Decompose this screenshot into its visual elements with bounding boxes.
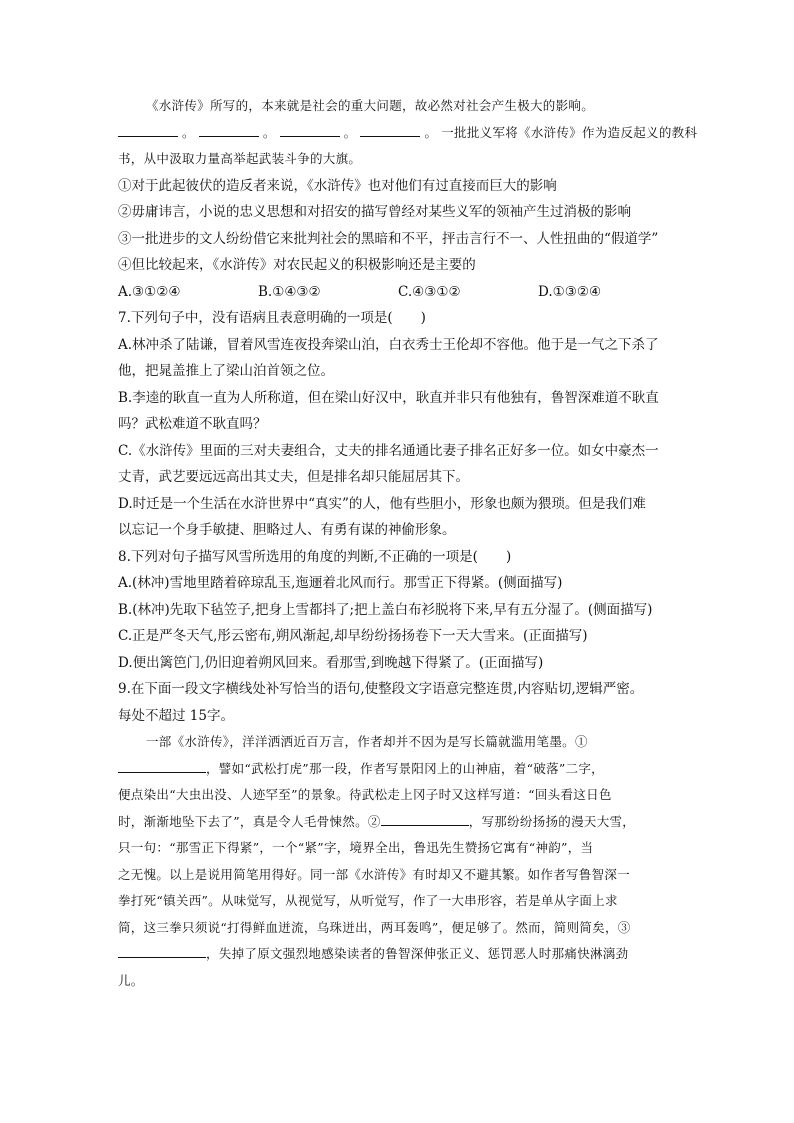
- q9-passage-line: [118, 941, 678, 968]
- q7-option-b-line1[interactable]: B.李逵的耿直一直为人所称道，但在梁山好汉中，耿直并非只有他独有，鲁智深难道不耿直: [118, 389, 659, 406]
- q6-option-c[interactable]: C.④③①②: [398, 283, 461, 300]
- q9-stem-line1: 9.在下面一段文字横线处补写恰当的语句,使整段文字语意完整连贯,内容贴切,逻辑严密。: [118, 681, 644, 697]
- q8-option-c[interactable]: C.正是严冬天气,彤云密布,朔风渐起,却早纷纷扬扬卷下一天大雪来。(正面描写): [118, 628, 588, 644]
- q6-item: ①对于此起彼伏的造反者来说，《水浒传》也对他们有过直接而巨大的影响: [118, 177, 557, 194]
- q8-option-b[interactable]: B.(林冲)先取下毡笠子,把身上雪都抖了;把上盖白布衫脱将下来,早有五分湿了。(侧面描写): [118, 601, 653, 618]
- q6-option-b[interactable]: B.①④③②: [258, 283, 321, 300]
- answer-blank[interactable]: [199, 122, 259, 137]
- q7-option-b-line2: 吗？武松难道不耿直吗？: [118, 416, 267, 432]
- q9-passage-line: 儿。: [118, 972, 144, 988]
- q6-item: ③一批进步的文人纷纷借它来批判社会的黑暗和不平，抨击言行不一、人性扭曲的“假道学”: [118, 230, 659, 247]
- q9-passage-text: ，譬如“武松打虎”那一段，作者写景阳冈上的山神庙，着“破落”二字，: [206, 760, 604, 776]
- q6-option-d[interactable]: D.①③②④: [538, 283, 602, 300]
- q9-passage-line: 简，这三拳只须说“打得鲜血迸流，乌珠迸出，两耳轰鸣”，便足够了。然而，简则简矣，③: [118, 919, 631, 935]
- q6-options: [118, 279, 678, 306]
- q9-passage-text: 时，渐渐地坠下去了”，真是令人毛骨悚然。②: [118, 813, 381, 829]
- q7-option-c-line2: 丈青，武艺要远远高出其丈夫，但是排名却只能屈居其下。: [118, 469, 469, 485]
- q9-stem-line2: 每处不超过 15字。: [118, 707, 234, 724]
- q7-option-c-line1[interactable]: C.《水浒传》里面的三对夫妻组合，丈夫的排名通通比妻子排名正好多一位。如女中豪杰一: [118, 442, 659, 459]
- q9-passage-line: [118, 756, 678, 783]
- q9-passage-line: 便点染出“大虫出没、人迹罕至”的景象。待武松走上冈子时又这样写道：“回头看这日色: [118, 787, 612, 802]
- answer-blank-2[interactable]: [381, 811, 469, 826]
- q7-stem: [118, 305, 678, 332]
- q9-passage-text: ，写那纷纷扬扬的漫天大雪，: [468, 813, 636, 829]
- q9-passage-line: 只一句：“那雪正下得紧”，一个“紧”字，境界全出，鲁迅先生赞扬它寓有“神韵”，当: [118, 840, 594, 855]
- q7-stem-text: 7.下列句子中，没有语病且表意明确的一项是(: [118, 310, 393, 326]
- q7-stem-close: ): [420, 310, 426, 326]
- q7-option-a-line2: 他，把晁盖推上了梁山泊首领之位。: [118, 363, 334, 379]
- q6-option-a[interactable]: A.③①②④: [118, 283, 181, 300]
- q9-passage-line: 之无愧。以上是说用简笔用得好。同一部《水浒传》有时却又不避其繁。如作者写鲁智深一: [118, 866, 631, 882]
- q9-passage-text: ，失掉了原文强烈地感染读者的鲁智深伸张正义、惩罚恶人时那痛快淋漓劲: [206, 946, 629, 961]
- q6-item: ②毋庸讳言，小说的忠义思想和对招安的描写曾经对某些义军的领袖产生过消极的影响: [118, 204, 631, 220]
- q8-stem: [118, 544, 678, 571]
- q6-item: ④但比较起来，《水浒传》对农民起义的积极影响还是主要的: [118, 257, 476, 273]
- q9-passage-line: 拳打死“镇关西”。从味觉写，从视觉写，从听觉写，作了一大串形容，若是单从字面上求: [118, 893, 618, 908]
- answer-blank-1[interactable]: [118, 758, 206, 773]
- q8-stem-text: 8.下列对句子描写风雪所选用的角度的判断,不正确的一项是(: [118, 548, 478, 565]
- q6-intro: 《水浒传》所写的，本来就是社会的重大问题，故必然对社会产生极大的影响。: [146, 98, 595, 113]
- q8-option-d[interactable]: D.便出篱笆门,仍旧迎着朔风回来。看那雪,到晚越下得紧了。(正面描写): [118, 654, 544, 671]
- q8-stem-close: ): [505, 548, 512, 565]
- q9-passage-line: [118, 809, 678, 836]
- answer-blank[interactable]: [118, 122, 178, 137]
- q7-option-d-line2: 以忘记一个身手敏捷、胆略过人、有勇有谋的神偷形象。: [118, 522, 456, 538]
- q9-passage-line: 一部《水浒传》，洋洋洒洒近百万言，作者却并不因为是写长篇就滥用笔墨。①: [146, 734, 588, 749]
- exam-page: [118, 93, 698, 994]
- q6-blank-line-tail: 一批批义军将《水浒传》作为造反起义的教科: [441, 124, 698, 140]
- answer-blank[interactable]: [360, 122, 420, 137]
- q6-continuation: 书，从中汲取力量高举起武装斗争的大旗。: [118, 151, 362, 166]
- q6-blank-line: 。 。 。 。 一批批义军将《水浒传》作为造反起义的教科: [118, 120, 678, 147]
- q7-option-d-line1[interactable]: D.时迁是一个生活在水浒世界中“真实”的人，他有些胆小，形象也颇为猥琐。但是我们难: [118, 495, 646, 512]
- q7-option-a-line1[interactable]: A.林冲杀了陆谦，冒着风雪连夜投奔梁山泊，白衣秀士王伦却不容他。他于是一气之下杀了: [118, 336, 659, 353]
- answer-blank-3[interactable]: [118, 943, 206, 958]
- answer-blank[interactable]: [280, 122, 340, 137]
- q8-option-a[interactable]: A.(林冲)雪地里踏着碎琼乱玉,迤逦着北风而行。那雪正下得紧。(侧面描写): [118, 575, 563, 591]
